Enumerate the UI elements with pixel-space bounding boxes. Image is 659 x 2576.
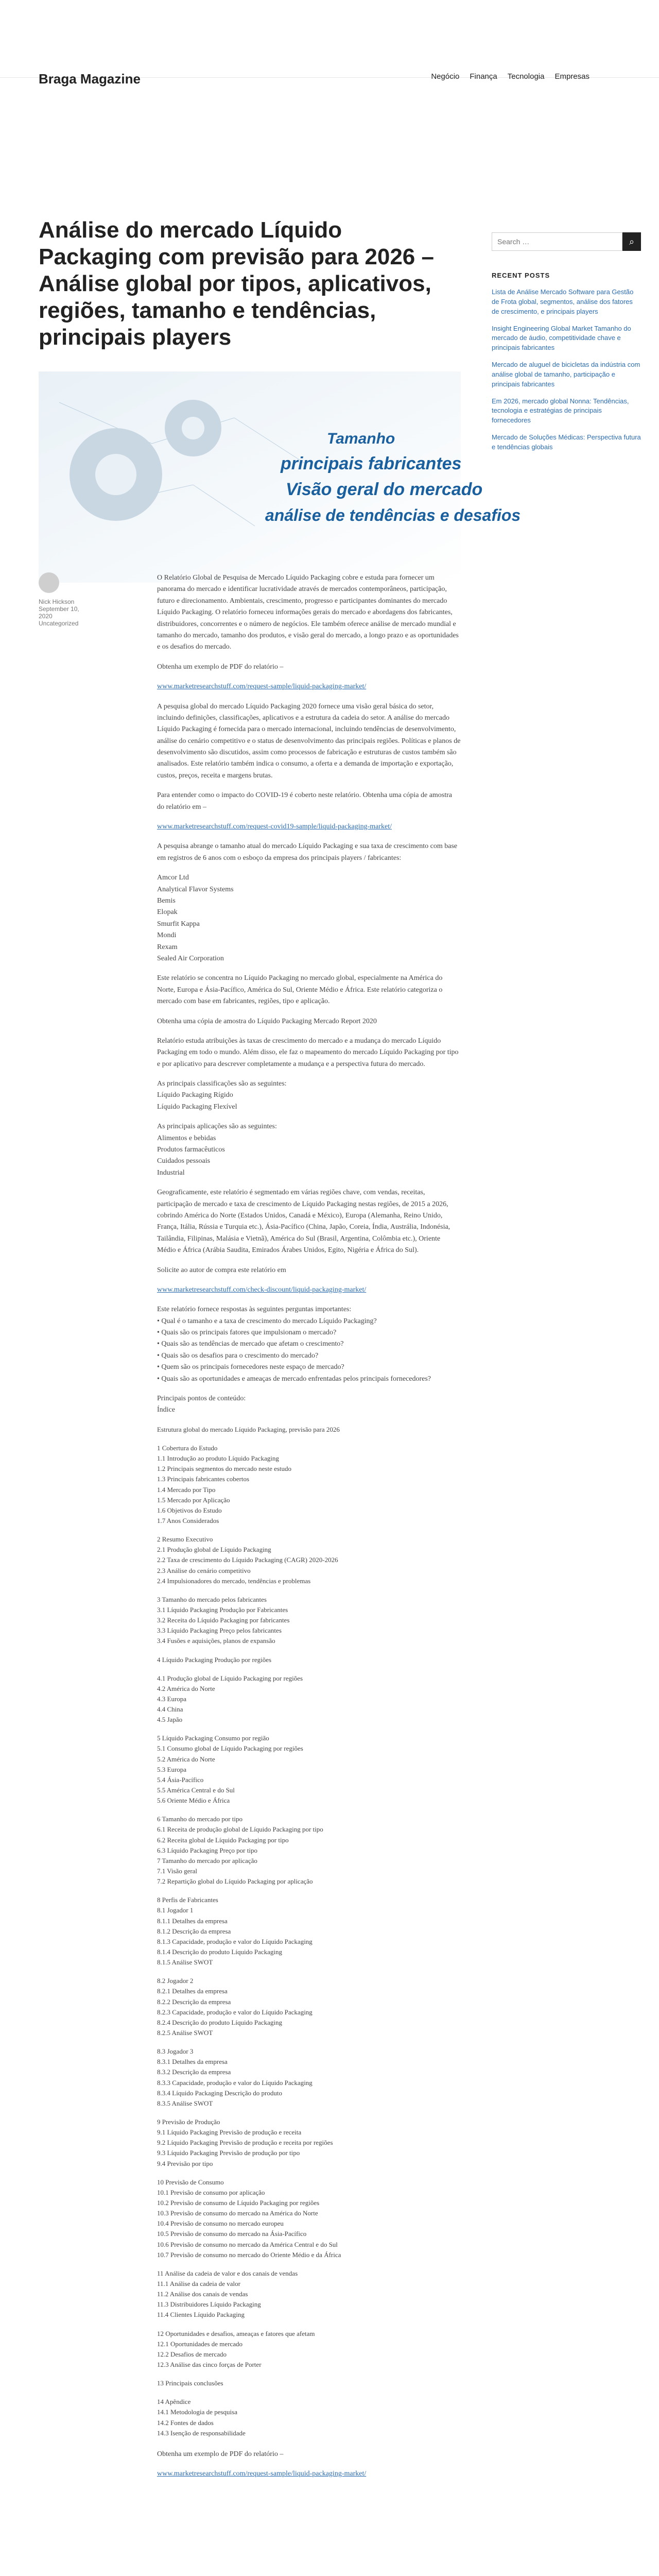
toc-item: 8.1.2 Descrição da empresa [157,1927,231,1935]
toc-item: 1 Cobertura do Estudo [157,1444,218,1452]
toc-item: 6.1 Receita de produção global de Líquido Packaging por tipo [157,1825,323,1834]
toc-item: 9.2 Líquido Packaging Previsão de produção e receita por regiões [157,2139,333,2147]
toc-spacer [157,2388,461,2397]
toc-item: 6 Tamanho do mercado por tipo [157,1815,243,1823]
toc-item: 10.7 Previsão de consumo no mercado do Oriente Médio e da África [157,2250,341,2259]
toc-item: 8.1.3 Capacidade, produção e valor do Líquido Packaging [157,1937,313,1945]
toc-item: 10.5 Previsão de consumo do mercado na Ásia-Pacífico [157,2230,307,2238]
article-body [157,572,461,2488]
recent-post-link[interactable]: Mercado de Soluções Médicas: Perspectiva futura e tendências globais [492,433,641,451]
toc-spacer [157,1968,461,1976]
toc-item: 11.4 Clientes Líquido Packaging [157,2311,245,2319]
toc-item: 5.2 América do Norte [157,1755,215,1763]
toc-item: 10 Previsão de Consumo [157,2178,224,2186]
toc-spacer [157,2169,461,2177]
site-header [0,0,659,87]
toc-spacer [157,2109,461,2117]
toc-item: 4.5 Japão [157,1716,183,1724]
search-form [492,232,641,251]
types-list: As principais classificações são as seguintes: Líquido Packaging Rígido Líquido Packaging Flexível [157,1080,287,1111]
paragraph: Este relatório se concentra no Líquido Packaging no mercado global, especialmente na América do Norte, Europa e Ásia-Pacífico, América do Sul, Oriente Médio e África. Este relatório categoriza o mercado com base em fabricantes, regiões, tipo e aplicação. [157,974,443,1006]
toc-item: 8.3.2 Descrição da empresa [157,2068,231,2076]
toc-item: 14 Apêndice [157,2398,191,2406]
paragraph: Relatório estuda atribuições às taxas de crescimento do mercado e a mudança do mercado Líquido Packaging em todo o mundo. Além disso, ele faz o mapeamento do mercado Líquido Packaging por tipo e por aplicativo para descrever completamente a mudança e a perspectiva futura do mercado. [157,1037,459,1068]
toc-item: 9.1 Líquido Packaging Previsão de produção e receita [157,2128,302,2137]
recent-posts-list [492,287,641,452]
toc-item: 1.7 Anos Considerados [157,1516,219,1524]
post-meta [39,572,90,627]
toc-item: 9 Previsão de Produção [157,2117,220,2126]
hero-text-3: Visão geral do mercado [286,479,483,499]
post-date[interactable]: September 10, 2020 [39,605,79,620]
toc-item: 10.1 Previsão de consumo por aplicação [157,2188,265,2196]
toc-spacer [157,1806,461,1814]
toc-item: 5.4 Ásia-Pacífico [157,1775,204,1784]
toc-item: 12.3 Análise das cinco forças de Porter [157,2360,262,2368]
toc-item: 8.2.3 Capacidade, produção e valor do Líquido Packaging [157,2008,313,2016]
toc-item: 10.6 Previsão de consumo no mercado da América Central e do Sul [157,2240,338,2248]
nav-item-negocio[interactable]: Negócio [431,72,460,81]
toc-item: 11.2 Análise dos canais de vendas [157,2290,248,2298]
toc-item: 1.1 Introdução ao produto Líquido Packaging [157,1454,279,1463]
toc-item: 8 Perfis de Fabricantes [157,1896,218,1904]
toc-item: 8.3.5 Análise SWOT [157,2099,213,2107]
toc-spacer [157,2260,461,2268]
toc-spacer [157,2038,461,2046]
discount-link[interactable]: www.marketresearchstuff.com/check-discount/liquid-packaging-market/ [157,1285,367,1294]
toc-spacer [157,1665,461,1673]
main-nav [431,72,589,81]
toc-spacer [157,2320,461,2329]
closing-text: Obtenha um exemplo de PDF do relatório – [157,2450,284,2458]
toc-spacer [157,1435,461,1443]
toc-item: 5.5 América Central e do Sul [157,1786,235,1794]
toc-item: 4.3 Europa [157,1694,187,1703]
toc-item: 7.2 Repartição global do Líquido Packaging por aplicação [157,1877,313,1886]
toc-item: 3.4 Fusões e aquisições, planos de expansão [157,1637,275,1645]
sidebar [492,232,641,460]
paragraph: Para entender como o impacto do COVID-19 é coberto neste relatório. Obtenha uma cópia de amostra do relatório em – [157,791,453,811]
recent-post-link[interactable]: Mercado de aluguel de bicicletas da indústria com análise global de tamanho, participação e principais fabricantes [492,361,640,388]
paragraph: A pesquisa global do mercado Líquido Packaging 2020 fornece uma visão geral básica do setor, incluindo definições, classificações, aplicativos e a estrutura da cadeia do setor. A análise do mercado Líquido Packaging é fornecida para o mercado internacional, incluindo tendências de desenvolvimento, análise do cenário competitivo e o status de desenvolvimento das principais regiões. Políticas e planos de desenvolvimento são discutidos, assim como processos de fabricação e estruturas de custos também são analisados. Este relatório também indica o consumo, a oferta e a demanda de importação e exportação, custos, preços, receita e margens brutas. [157,702,461,779]
toc-spacer [157,1647,461,1655]
toc-spacer [157,1725,461,1733]
players-list: Amcor Ltd Analytical Flavor Systems Bemis Elopak Smurfit Kappa Mondi Rexam Sealed Air Corporation [157,874,234,962]
toc-item: Estrutura global do mercado Líquido Packaging, previsão para 2026 [157,1425,340,1433]
questions-list: Este relatório fornece respostas às seguintes perguntas importantes: • Qual é o tamanho e a taxa de crescimento do mercado Líquido Packaging? • Quais são os principais fatores que impulsionam o mercado? • Quais são as tendências de mercado que afetam o crescimento? • Quais são os desafios para o crescimento do mercado? • Quem são os principais fornecedores neste espaço de mercado? • Quais são as oportunidades e ameaças de mercado enfrentadas pelos principais fornecedores? [157,1306,431,1383]
nav-item-empresas[interactable]: Empresas [554,72,589,81]
toc-spacer [157,1887,461,1895]
list-item [492,360,641,389]
toc-item: 5.1 Consumo global de Líquido Packaging por regiões [157,1744,303,1753]
toc-item: 8.2 Jogador 2 [157,1977,194,1985]
toc-item: 1.3 Principais fabricantes cobertos [157,1475,250,1483]
toc-item: 10.3 Previsão de consumo do mercado na América do Norte [157,2209,318,2217]
applications-list: As principais aplicações são as seguintes: Alimentos e bebidas Produtos farmacêuticos Cuidados pessoais Industrial [157,1123,277,1177]
table-of-contents [157,1425,461,2438]
toc-item: 8.2.5 Análise SWOT [157,2029,213,2037]
paragraph: O Relatório Global de Pesquisa de Mercado Líquido Packaging cobre e estuda para fornecer um panorama do mercado e identificar lucratividade através de mercados contemporâneos, participação, futuro e direcionamento. Ambientais, crescimento, progresso e participantes dominantes do mercado Líquido Packaging. O relatório forneceu informações gerais do mercado e abordagens dos fabricantes, distribuidores, concorrentes e o número de negócios. Ele também oferece análise de mercado mundial e tamanho do mercado, tamanho dos produtos, e visão geral do mercado, a longo prazo e as oportunidades e os desafios do mercado. [157,574,459,651]
toc-item: 9.4 Previsão por tipo [157,2159,213,2167]
toc-item: 1.5 Mercado por Aplicação [157,1496,230,1504]
list-item [492,397,641,426]
recent-post-link[interactable]: Em 2026, mercado global Nonna: Tendências, tecnologia e estratégias de principais fornecedores [492,397,629,425]
toc-item: 2.1 Produção global de Líquido Packaging [157,1546,271,1554]
toc-item: 6.3 Líquido Packaging Preço por tipo [157,1846,257,1854]
toc-item: 8.3.4 Líquido Packaging Descrição do produto [157,2089,282,2097]
toc-item: 2.3 Análise do cenário competitivo [157,1566,251,1574]
toc-item: 4.2 América do Norte [157,1684,215,1692]
recent-post-link[interactable]: Insight Engineering Global Market Tamanho do mercado de áudio, competitividade chave e principais fabricantes [492,324,631,352]
toc-item: 9.3 Líquido Packaging Previsão de produção por tipo [157,2149,300,2157]
toc-item: 11.1 Análise da cadeia de valor [157,2279,240,2287]
toc-item: 4.4 China [157,1705,183,1714]
toc-item: 2 Resumo Executivo [157,1535,213,1544]
toc-item: 4.1 Produção global de Líquido Packaging por regiões [157,1674,303,1682]
toc-item: 1.6 Objetivos do Estudo [157,1506,222,1514]
toc-item: 12.1 Oportunidades de mercado [157,2340,243,2348]
toc-item: 12.2 Desafios de mercado [157,2350,227,2358]
article-title: Análise do mercado Líquido Packaging com previsão para 2026 – Análise global por tipos, aplicativos, regiões, tamanho e tendências, principais players [39,217,434,350]
toc-item: 11 Análise da cadeia de valor e dos canais de vendas [157,2269,298,2277]
toc-item: 7.1 Visão geral [157,1867,198,1875]
toc-item: 8.1.4 Descrição do produto Líquido Packaging [157,1948,282,1956]
list-item [492,433,641,452]
paragraph: Principais pontos de conteúdo: Índice [157,1395,246,1414]
toc-item: 8.2.1 Detalhes da empresa [157,1987,228,1995]
toc-item: 8.2.4 Descrição do produto Líquido Packaging [157,2018,282,2026]
toc-item: 8.1.5 Análise SWOT [157,1958,213,1967]
toc-item: 14.2 Fontes de dados [157,2418,214,2427]
hero-text-4: análise de tendências e desafios [265,505,521,524]
toc-spacer [157,1526,461,1534]
paragraph: Obtenha um exemplo de PDF do relatório – [157,663,284,671]
toc-item: 2.4 Impulsionadores do mercado, tendências e problemas [157,1577,311,1585]
toc-item: 8.1.1 Detalhes da empresa [157,1917,228,1925]
toc-item: 3 Tamanho do mercado pelos fabricantes [157,1595,267,1603]
paragraph: Obtenha uma cópia de amostra do Líquido Packaging Mercado Report 2020 [157,1017,377,1025]
paragraph: A pesquisa abrange o tamanho atual do mercado Líquido Packaging e sua taxa de crescimento com base em registros de 6 anos com o esboço da empresa dos principais players / fabricantes: [157,842,458,862]
sample-link[interactable]: www.marketresearchstuff.com/request-sample/liquid-packaging-market/ [157,683,367,691]
toc-item: 8.1 Jogador 1 [157,1906,194,1914]
toc-item: 5.6 Oriente Médio e África [157,1797,230,1805]
search-input[interactable] [492,232,622,251]
hero-text-1: Tamanho [327,430,395,447]
post-category[interactable]: Uncategorized [39,620,79,627]
toc-item: 13 Principais conclusões [157,2379,223,2387]
closing-link[interactable]: www.marketresearchstuff.com/request-sample/liquid-packaging-market/ [157,2470,367,2478]
toc-item: 14.3 Isenção de responsabilidade [157,2429,246,2437]
toc-item: 10.2 Previsão de consumo de Líquido Packaging por regiões [157,2198,320,2207]
search-button[interactable]: ⌕ [622,232,641,251]
toc-item: 5 Líquido Packaging Consumo por região [157,1734,269,1742]
toc-item: 8.2.2 Descrição da empresa [157,1997,231,2006]
list-item [492,287,641,317]
hero-text-2: principais fabricantes [281,453,462,473]
author-avatar [39,572,59,593]
toc-item: 8.3 Jogador 3 [157,2047,194,2056]
list-item [492,324,641,353]
toc-item: 2.2 Taxa de crescimento do Líquido Packaging (CAGR) 2020-2026 [157,1556,338,1564]
toc-item: 14.1 Metodologia de pesquisa [157,2408,237,2416]
paragraph: Solicite ao autor de compra este relatório em [157,1266,286,1274]
paragraph: Geograficamente, este relatório é segmentado em várias regiões chave, com vendas, receitas, participação de mercado e taxa de crescimento de Líquido Packaging nestas regiões, de 2015 a 2026, cobrindo América do Norte (Estados Unidos, Canadá e México), Europa (Alemanha, Reino Unido, França, Itália, Rússia e Turquia etc.), Ásia-Pacífico (China, Japão, Coreia, Índia, Austrália, Indonésia, Tailândia, Filipinas, Malásia e Vietnã), América do Sul (Brasil, Argentina, Colômbia etc.), Oriente Médio e África (Arábia Saudita, Emirados Árabes Unidos, Egito, Nigéria e África do Sul). [157,1189,450,1255]
toc-spacer [157,1586,461,1595]
recent-post-link[interactable]: Lista de Análise Mercado Software para Gestão de Frota global, segmentos, análise dos fatores de crescimento, e principais players [492,288,634,315]
toc-item: 1.4 Mercado por Tipo [157,1485,216,1494]
toc-item: 8.3.1 Detalhes da empresa [157,2058,228,2066]
toc-item: 12 Oportunidades e desafios, ameaças e fatores que afetam [157,2329,315,2337]
site-title[interactable]: Braga Magazine [39,71,141,87]
nav-item-financa[interactable]: Finança [470,72,497,81]
toc-item: 8.3.3 Capacidade, produção e valor do Líquido Packaging [157,2078,313,2087]
toc-item: 4 Líquido Packaging Produção por regiões [157,1655,272,1664]
toc-item: 3.3 Líquido Packaging Preço pelos fabricantes [157,1626,282,1635]
recent-posts-heading: RECENT POSTS [492,272,550,279]
toc-item: 5.3 Europa [157,1765,187,1773]
toc-item: 7 Tamanho do mercado por aplicação [157,1856,257,1865]
hero-image [39,371,521,583]
author-name[interactable]: Nick Hickson [39,598,75,605]
hero-graphic [39,371,521,583]
toc-item: 11.3 Distribuidores Líquido Packaging [157,2300,261,2309]
nav-item-tecnologia[interactable]: Tecnologia [507,72,545,81]
toc-item: 10.4 Previsão de consumo no mercado europeu [157,2219,284,2228]
toc-item: 3.2 Receita do Líquido Packaging por fabricantes [157,1616,290,1624]
toc-item: 6.2 Receita global de Líquido Packaging por tipo [157,1836,289,1844]
toc-spacer [157,2370,461,2378]
toc-item: 3.1 Líquido Packaging Produção por Fabricantes [157,1605,288,1614]
covid-sample-link[interactable]: www.marketresearchstuff.com/request-covid19-sample/liquid-packaging-market/ [157,823,392,831]
toc-item: 1.2 Principais segmentos do mercado neste estudo [157,1465,292,1473]
